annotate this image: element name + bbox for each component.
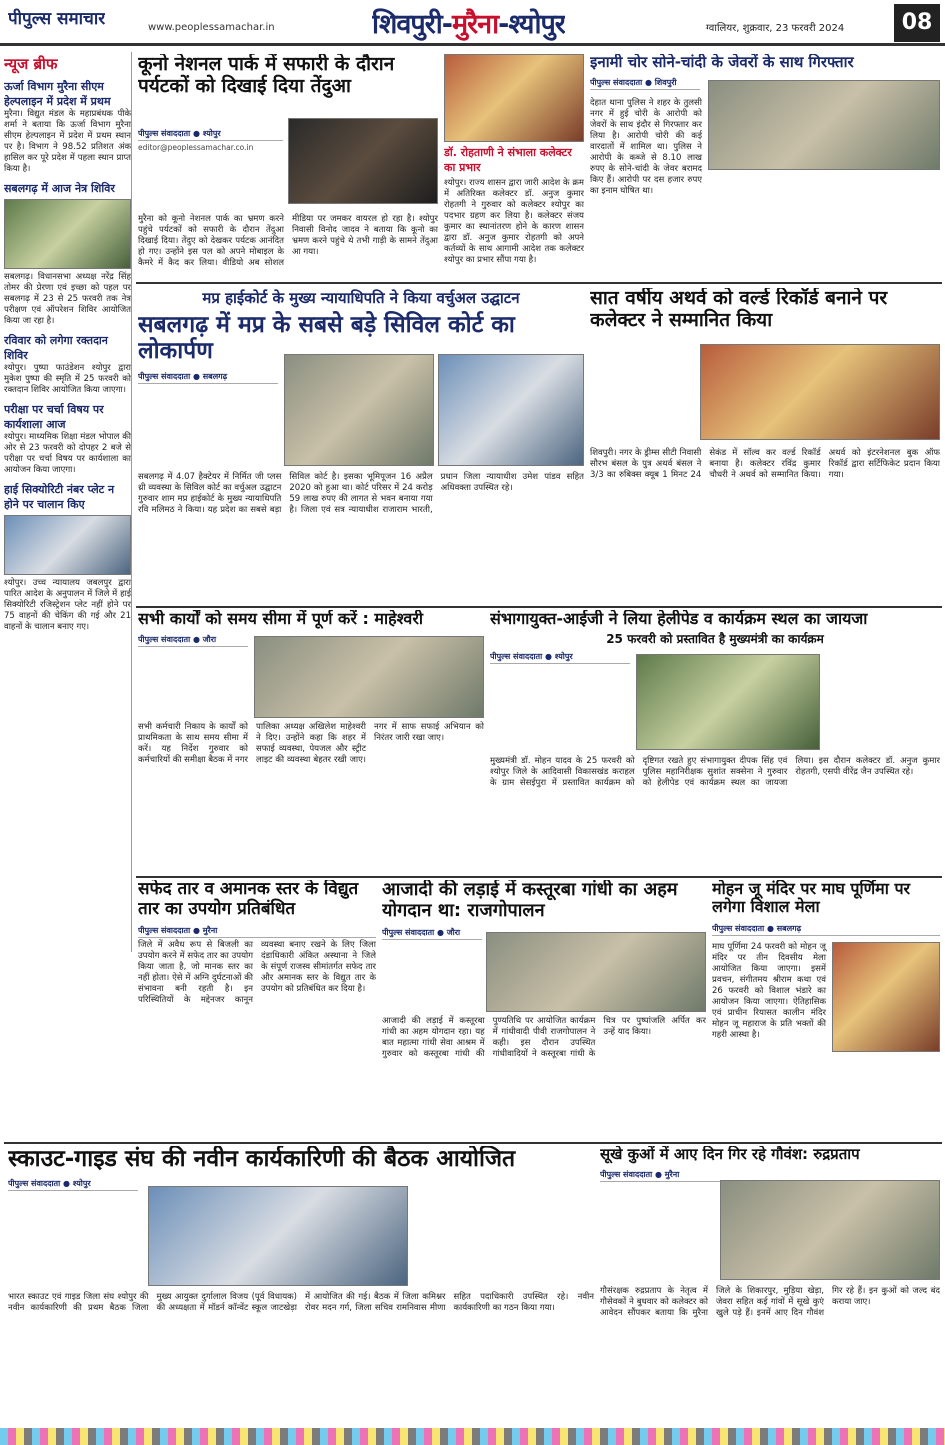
print-registration-strip bbox=[0, 1428, 945, 1445]
story-body: शिवपुरी। नगर के ड्रीम्स सीटी निवासी सौरभ बंसल के पुत्र अथर्व बंसल ने 3/3 का रुबिक्स क्यूब 1 मिनट 24 सेकंड में सॉल्व कर वर्ल्ड रिकॉर्ड बनाया है। कलेक्टर रविंद्र कुमार चौधरी ने अथर्व को सम्मानित किया। अथर्व को इंटरनेशनल बुक ऑफ रिकॉर्ड द्वारा सर्टिफिकेट प्रदान किया गया। bbox=[590, 448, 940, 480]
story-byline: पीपुल्स संवाददाता ● श्योपुर bbox=[490, 651, 630, 664]
memorandum-photo bbox=[720, 1180, 940, 1280]
story-headline: कूनो नेशनल पार्क में सफारी के दौरान पर्यटकों को दिखाई दिया तेंदुआ bbox=[138, 54, 395, 97]
story-headline: सफेद तार व अमानक स्तर के विद्युत तार का उपयोग प्रतिबंधित bbox=[138, 880, 359, 919]
story-helipad-inspection bbox=[490, 610, 940, 872]
story-kasturba bbox=[382, 880, 706, 1138]
brief-text: मुरैना। विद्युत मंडल के महाप्रबंधक पीके शर्मा ने बताया कि ऊर्जा विभाग मुरैना सीएम हेल्पलाइन में प्रदेश में प्रथम स्थान पर है। विभाग ने 98.52 प्रतिशत अंक हासिल कर पूरे प्रदेश में पहला स्थान प्राप्त किया है। bbox=[4, 109, 131, 174]
edition-part-sheopur: -श्योपुर bbox=[498, 9, 565, 40]
story-headline: मोहन जू मंदिर पर माघ पूर्णिमा पर लगेगा विशाल मेला bbox=[712, 880, 911, 917]
temple-photo bbox=[832, 942, 940, 1052]
page-number: 08 bbox=[894, 4, 940, 42]
story-body: सभी कर्मचारी निकाय के कार्यों को प्राथमिकता के साथ समय सीमा में करें। यह निर्देश गुरुवार को कर्मचारियों की समीक्षा बैठक में नगर पालिका अध्यक्ष अखिलेश माहेश्वरी ने दिए। उन्होंने कहा कि शहर में सफाई व्यवस्था, पेयजल और स्ट्रीट लाइट की व्यवस्था बेहतर रखी जाए। नगर में साफ सफाई अभियान को निरंतर जारी रखा जाए। bbox=[138, 722, 484, 765]
website-link[interactable]: www.peoplessamachar.in bbox=[148, 22, 275, 33]
edition-title bbox=[372, 4, 565, 41]
edition-part-shivpuri: शिवपुरी- bbox=[372, 9, 452, 40]
brief-text: सबलगढ़। विधानसभा अध्यक्ष नरेंद्र सिंह तोमर की प्रेरणा एवं इच्छा को पहल पर सबलगढ़ में 23 से 25 फरवरी तक नेत्र परीक्षण एवं ऑपरेशन शिविर आयोजित किया जा रहा है। bbox=[4, 272, 131, 326]
scout-meeting-photo bbox=[148, 1186, 408, 1286]
edition-part-morena: मुरैना bbox=[451, 9, 499, 40]
brief-headline: हाई सिक्योरिटी नंबर प्लेट न होने पर चालान किए bbox=[4, 483, 115, 511]
story-kicker: मप्र हाईकोर्ट के मुख्य न्यायाधिपति ने किया वर्चुअल उद्घाटन bbox=[202, 289, 520, 307]
story-headline: स्काउट-गाइड संघ की नवीन कार्यकारिणी की बैठक आयोजित bbox=[8, 1146, 516, 1172]
story-body: श्योपुर। राज्य शासन द्वारा जारी आदेश के क्रम में अतिरिक्त कलेक्टर डॉ. अनुज कुमार रोहतगी ने गुरुवार को कलेक्टर श्योपुर का पदभार ग्रहण कर लिया है। कलेक्टर संजय कुमार का स्थानांतरण होने के कारण शासन द्वारा डॉ. अनुज कुमार रोहतगी को अपने कर्तव्यों के साथ आगामी आदेश तक कलेक्टर श्योपुर का प्रभार सौंपा गया है। bbox=[444, 178, 584, 265]
story-headline: सात वर्षीय अथर्व को वर्ल्ड रिकॉर्ड बनाने पर कलेक्टर ने सम्मानित किया bbox=[590, 288, 888, 331]
story-byline: पीपुल्स संवाददाता ● जौरा bbox=[382, 927, 482, 940]
story-thief-arrest bbox=[590, 54, 940, 280]
story-civil-court bbox=[138, 288, 584, 604]
world-record-photo bbox=[700, 344, 940, 440]
story-byline: पीपुल्स संवाददाता ● शिवपुरी bbox=[590, 77, 700, 90]
story-mohan-ju-fair bbox=[712, 880, 940, 1138]
story-byline: पीपुल्स संवाददाता ● श्योपुर bbox=[138, 128, 283, 141]
story-headline: सबलगढ़ में मप्र के सबसे बड़े सिविल कोर्ट का लोकार्पण bbox=[138, 312, 515, 365]
meeting-photo bbox=[254, 636, 484, 718]
brief-headline: ऊर्जा विभाग मुरैना सीएम हेल्पलाइन में प्रदेश में प्रथम bbox=[4, 80, 111, 108]
story-body: भारत स्काउट एवं गाइड जिला संघ श्योपुर की नवीन कार्यकारिणी की प्रथम बैठक जिला मुख्य आयुक्त दुर्गालाल विजय (पूर्व विधायक) की अध्यक्षता में मॉडर्न कॉन्वेंट स्कूल जाटखेड़ा में आयोजित की गई। बैठक में जिला कमिश्नर रोवर मदन गर्ग, जिला सचिव रामनिवास मीणा सहित पदाधिकारी उपस्थित रहे। नवीन कार्यकारिणी का गठन किया गया। bbox=[8, 1292, 594, 1313]
story-headline: संभागायुक्त-आईजी ने लिया हेलीपेड व कार्यक्रम स्थल का जायजा bbox=[490, 610, 868, 628]
story-leopard bbox=[138, 54, 438, 280]
newspaper-logo: पीपुल्स समाचार bbox=[8, 9, 106, 29]
story-body: माघ पूर्णिमा 24 फरवरी को मोहन जू मंदिर पर तीन दिवसीय मेला आयोजित किया जाएगा। इसमें प्रवचन, संगीतमय श्रीराम कथा एवं 26 फरवरी को विशाल भंडारे का आयोजन किया जाएगा। ऐतिहासिक एवं प्राचीन रियासत कालीन मंदिर मोहन जू महाराज के प्रति भक्तों की गहरी आस्था है। bbox=[712, 942, 826, 1040]
story-byline: पीपुल्स संवाददाता ● सबलगढ़ bbox=[138, 371, 278, 384]
brief-headline: रविवार को लगेगा रक्तदान शिविर bbox=[4, 334, 108, 362]
story-scout-guide bbox=[8, 1146, 594, 1426]
collector-portrait-photo bbox=[444, 54, 584, 142]
story-dry-wells bbox=[600, 1146, 940, 1426]
section-divider bbox=[136, 282, 942, 284]
story-body: सबलगढ़ में 4.07 हैक्टेयर में निर्मित जी प्लस थ्री व्यवस्था के सिविल कोर्ट का वर्चुअल उद्घाटन गुरुवार शाम मप्र हाईकोर्ट के मुख्य न्यायाधिपति रवि मलिमठ ने किया। यह प्रदेश का सबसे बड़ा सिविल कोर्ट है। इसका भूमिपूजन 16 अप्रैल 2020 को हुआ था। कोर्ट परिसर में 24 करोड़ 59 लाख रुपए की लागत से भवन बनाया गया है। जिला एवं सत्र न्यायाधीश राजाराम भारती, प्रधान जिला न्यायाधीश उमेश पांडव सहित अधिवक्ता उपस्थित रहे। bbox=[138, 472, 584, 515]
news-brief-title: न्यूज ब्रीफ bbox=[4, 52, 131, 76]
story-headline: आजादी की लड़ाई में कस्तूरबा गांधी का अहम योगदान था: राजगोपालन bbox=[382, 880, 678, 921]
news-brief-column bbox=[4, 52, 132, 952]
kasturba-event-photo bbox=[486, 932, 706, 1012]
section-divider bbox=[4, 1142, 942, 1144]
story-headline: डॉ. रोहताणी ने संभाला कलेक्टर का प्रभार bbox=[444, 146, 572, 174]
story-byline: पीपुल्स संवाददाता ● मुरैना bbox=[600, 1169, 720, 1182]
eye-camp-photo bbox=[4, 199, 131, 269]
brief-text: श्योपुर। माध्यमिक शिक्षा मंडल भोपाल की ओर से 23 फरवरी को दोपहर 2 बजे से परीक्षा पर चर्चा विषय पर कार्यशाला का आयोजन किया जाएगा। bbox=[4, 432, 131, 475]
brief-headline: परीक्षा पर चर्चा विषय पर कार्यशाला आज bbox=[4, 403, 104, 431]
story-headline: सभी कार्यों को समय सीमा में पूर्ण करें : माहेश्वरी bbox=[138, 610, 424, 628]
story-byline: पीपुल्स संवाददाता ● सबलगढ़ bbox=[712, 923, 940, 936]
vehicle-checking-photo bbox=[4, 515, 131, 575]
leopard-photo bbox=[288, 118, 438, 204]
section-divider bbox=[136, 876, 942, 878]
story-timelines bbox=[138, 610, 484, 872]
story-byline: पीपुल्स संवाददाता ● मुरैना bbox=[138, 925, 376, 938]
story-kicker: 25 फरवरी को प्रस्तावित है मुख्यमंत्री का कार्यक्रम bbox=[606, 632, 824, 647]
court-inauguration-photo bbox=[284, 354, 434, 466]
section-divider bbox=[136, 606, 942, 608]
story-body: जिले में अवैध रूप से बिजली का उपयोग करने में सफेद तार का उपयोग किया जाता है, जो मानक स्तर का नहीं होता। ऐसे में अग्नि दुर्घटनाओं की संभावना बनी रहती है। इन परिस्थितियों के मद्देनजर कानून व्यवस्था बनाए रखने के लिए जिला दंडाधिकारी अंकित अस्थाना ने जिले के संपूर्ण राजस्व सीमांतर्गत सफेद तार और अमानक स्तर के विद्युत तार के उपयोग को प्रतिबंधित कर दिया है। bbox=[138, 940, 376, 1006]
story-white-wire-ban bbox=[138, 880, 376, 1138]
story-headline: सूखे कुओं में आए दिन गिर रहे गौवंश: रुद्रप्रताप bbox=[600, 1146, 860, 1163]
brief-headline: सबलगढ़ में आज नेत्र शिविर bbox=[4, 182, 115, 195]
story-collector-charge bbox=[444, 54, 584, 280]
story-headline: इनामी चोर सोने-चांदी के जेवरों के साथ गिरफ्तार bbox=[590, 54, 854, 71]
story-byline: पीपुल्स संवाददाता ● जौरा bbox=[138, 634, 248, 647]
brief-text: श्योपुर। पुष्पा फाउंडेशन श्योपुर द्वारा मुकेश पुष्पा की स्मृति में 25 फरवरी को रक्तदान शिविर आयोजित किया जाएगा। bbox=[4, 363, 131, 395]
story-body: देहात थाना पुलिस ने शहर के तुलसी नगर में हुई चोरी के आरोपी को जेवरों के साथ इंदौर से गिरफ्तार कर लिया है। आरोपी चोरी की कई वारदातों में शामिल था। पुलिस ने आरोपी के कब्जे से 8.10 लाख रुपए के सोने-चांदी के जेवर बरामद किए हैं। आरोपी पर दस हजार रुपए का इनाम घोषित था। bbox=[590, 98, 702, 196]
masthead bbox=[0, 0, 945, 46]
story-email[interactable]: editor@peoplessamachar.co.in bbox=[138, 143, 254, 152]
story-body: गौसंरक्षक रुद्रप्रताप के नेतृत्व में गौसेवकों ने बुधवार को कलेक्टर को आवेदन सौंपकर बताया कि मुरैना जिले के शिकारपुर, मुड़िया खेड़ा, जेवरा सहित कई गांवों में सूखे कुएं खुले पड़े हैं। इनमें आए दिन गौवंश गिर रहे हैं। इन कुओं को जल्द बंद कराया जाए। bbox=[600, 1286, 940, 1318]
story-body: आजादी की लड़ाई में कस्तूरबा गांधी का अहम योगदान रहा। यह बात महात्मा गांधी सेवा आश्रम में गुरुवार को कस्तूरबा गांधी की पुण्यतिथि पर आयोजित कार्यक्रम में गांधीवादी पीवी राजगोपालन ने कही। इस दौरान उपस्थित गांधीवादियों ने कस्तूरबा गांधी के चित्र पर पुष्पांजलि अर्पित कर उन्हें याद किया। bbox=[382, 1016, 706, 1059]
story-world-record bbox=[590, 288, 940, 604]
brief-text: श्योपुर। उच्च न्यायालय जबलपुर द्वारा पारित आदेश के अनुपालन में जिले में हाई सिक्योरिटी रजिस्ट्रेशन प्लेट नहीं होने पर 75 वाहनों की चेकिंग की गई और 21 वाहनों के चालान बनाए गए। bbox=[4, 578, 131, 632]
story-body: मुख्यमंत्री डॉ. मोहन यादव के 25 फरवरी को श्योपुर जिले के आदिवासी विकासखंड कराहल के ग्राम सेसईपुरा में प्रस्तावित कार्यक्रम को दृष्टिगत रखते हुए संभागायुक्त दीपक सिंह एवं पुलिस महानिरीक्षक सुशांत सक्सेना ने गुरुवार को हेलीपेड एवं कार्यक्रम स्थल का जायजा लिया। इस दौरान कलेक्टर डॉ. अनुज कुमार रोहतगी, एसपी वीरेंद्र जैन उपस्थित रहे। bbox=[490, 756, 940, 788]
arrest-photo bbox=[708, 80, 940, 170]
court-building-photo bbox=[438, 354, 584, 466]
helipad-photo bbox=[636, 654, 820, 750]
story-body: मुरैना को कूनो नेशनल पार्क का भ्रमण करने पहुंचे पर्यटकों को सफारी के दौरान तेंदुआ दिखाई दिया। तेंदुए को देखकर पर्यटक आनंदित हो गए। उन्होंने इस पल को अपने मोबाइल के कैमरे में कैद कर लिया। वीडियो अब सोशल मीडिया पर जमकर वायरल हो रहा है। श्योपुर निवासी विनोद जादव ने बताया कि कूनो का भ्रमण करने पहुंचे थे तभी गाड़ी के सामने तेंदुआ आ गया। bbox=[138, 214, 438, 268]
story-byline: पीपुल्स संवाददाता ● श्योपुर bbox=[8, 1178, 138, 1191]
issue-date: ग्वालियर, शुक्रवार, 23 फरवरी 2024 bbox=[706, 23, 845, 34]
